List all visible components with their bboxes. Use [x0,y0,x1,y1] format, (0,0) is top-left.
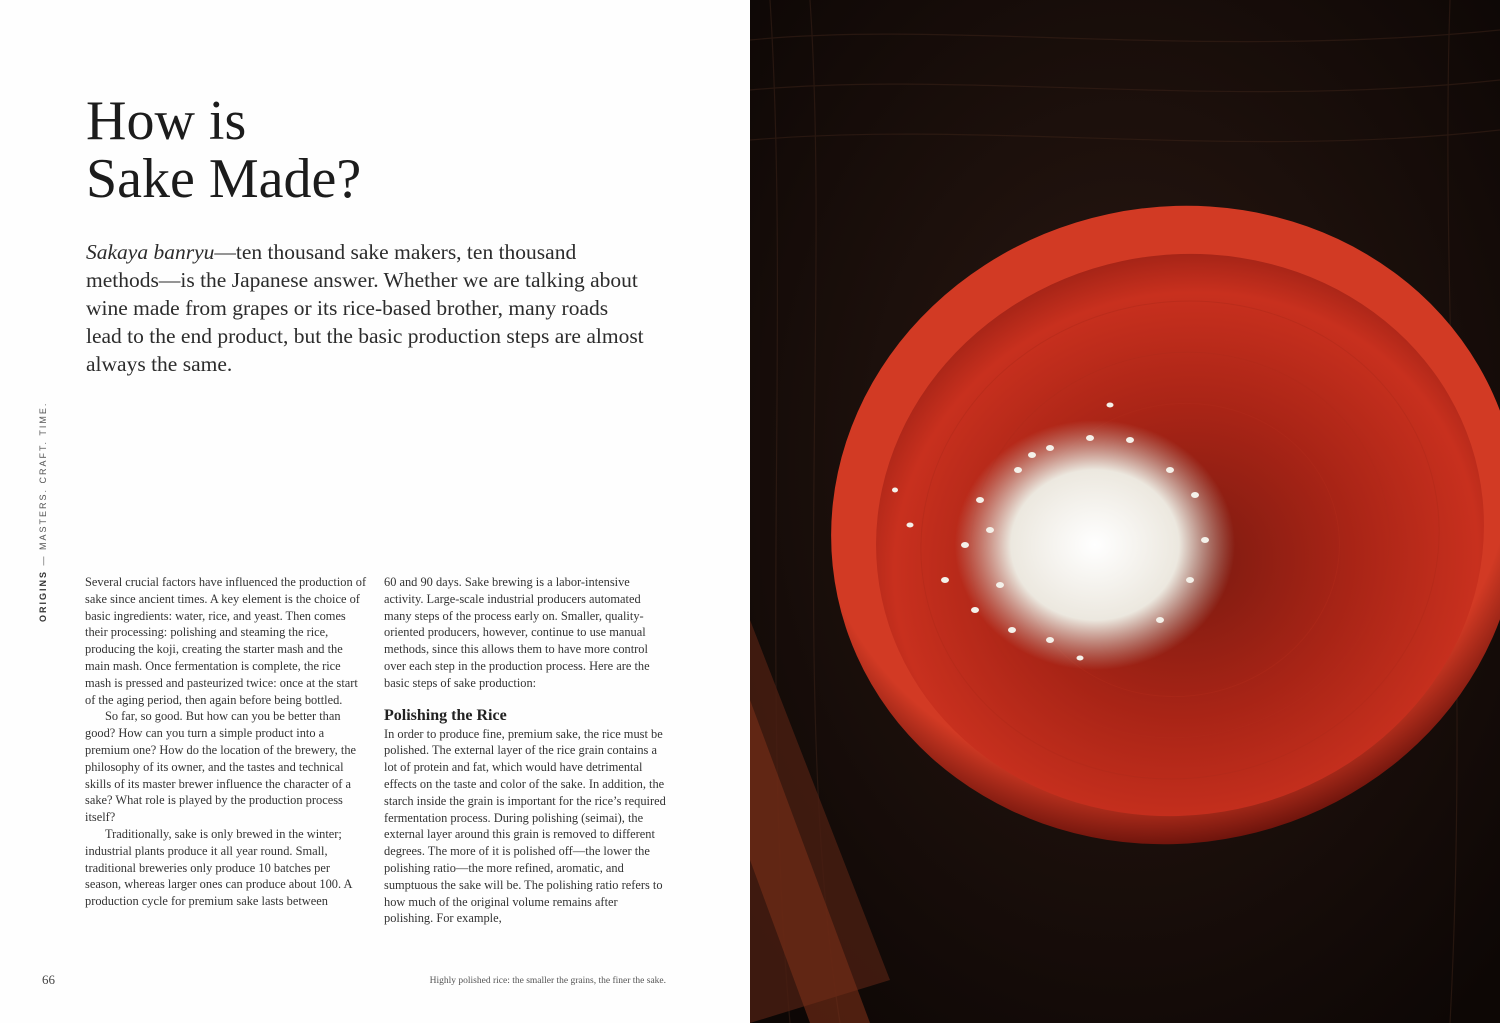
page-title [86,92,646,208]
lede-paragraph [86,238,646,378]
rice-mound [955,420,1235,670]
body-paragraph: Traditionally, sake is only brewed in the winter; industrial plants produce it all year round. Small, traditional breweries only produce 10 batches per season, whereas larger ones can produce about 100. A production cycle for premium sake lasts between [85,826,352,909]
body-paragraph: In order to produce fine, premium sake, the rice must be polished. The external layer of the rice grain contains a lot of protein and fat, which would have detrimental effects on the taste and color of the sake. In addition, the starch inside the grain is important for the rice’s required fermentation process. During polishing (seimai), the external layer around this grain is removed to different degrees. The more of it is polished off—the lower the polishing ratio—the more refined, aromatic, and sumptuous the sake will be. The polishing ratio refers to how much of the original volume remains after polishing. For example, [384,726,666,926]
rice-bowl-photo [750,0,1500,1023]
photo-page [750,0,1500,1023]
body-column-2 [384,574,666,927]
section-label [36,392,50,622]
title-line-1: How is [86,90,247,152]
body-column-1 [85,574,367,910]
body-paragraph: Several crucial factors have influenced the production of sake since ancient times. A key element is the choice of basic ingredients: water, rice, and yeast. Then comes their processing: polishing and steaming the rice, producing the koji, creating the starter mash and the main mash. Once fermentation is complete, the rice mash is pressed and pasteurized twice: once at the start of the aging period, then again before being bottled. [85,575,367,707]
page-number: 66 [42,972,55,987]
body-paragraph: So far, so good. But how can you be better than good? How can you turn a simple product into a premium one? How do the location of the brewery, the philosophy of its owner, and the tastes and technical skills of its master brewer influence the character of a sake? What role is played by the production process itself? [85,709,357,825]
section-label-bold: ORIGINS [38,569,48,622]
body-paragraph: 60 and 90 days. Sake brewing is a labor-intensive activity. Large-scale industrial producers automated many steps of the process early on. Smaller, quality-oriented producers, however, continue to use manual methods, since this allows them to have more control over each step in the production process. Here are the basic steps of sake production: [384,575,650,690]
section-label-rest: — MASTERS. CRAFT. TIME. [38,401,48,570]
subheading: Polishing the Rice [384,706,507,724]
photo-caption: Highly polished rice: the smaller the grains, the finer the sake. [429,976,666,986]
lede-text: —ten thousand sake makers, ten thousand methods—is the Japanese answer. Whether we are talking about wine made from grapes or its rice-based brother, many roads lead to the end product, but the basic production steps are almost always the same. [86,240,644,376]
lede-italic: Sakaya banryu [86,240,215,264]
title-line-2: Sake Made? [86,148,362,210]
